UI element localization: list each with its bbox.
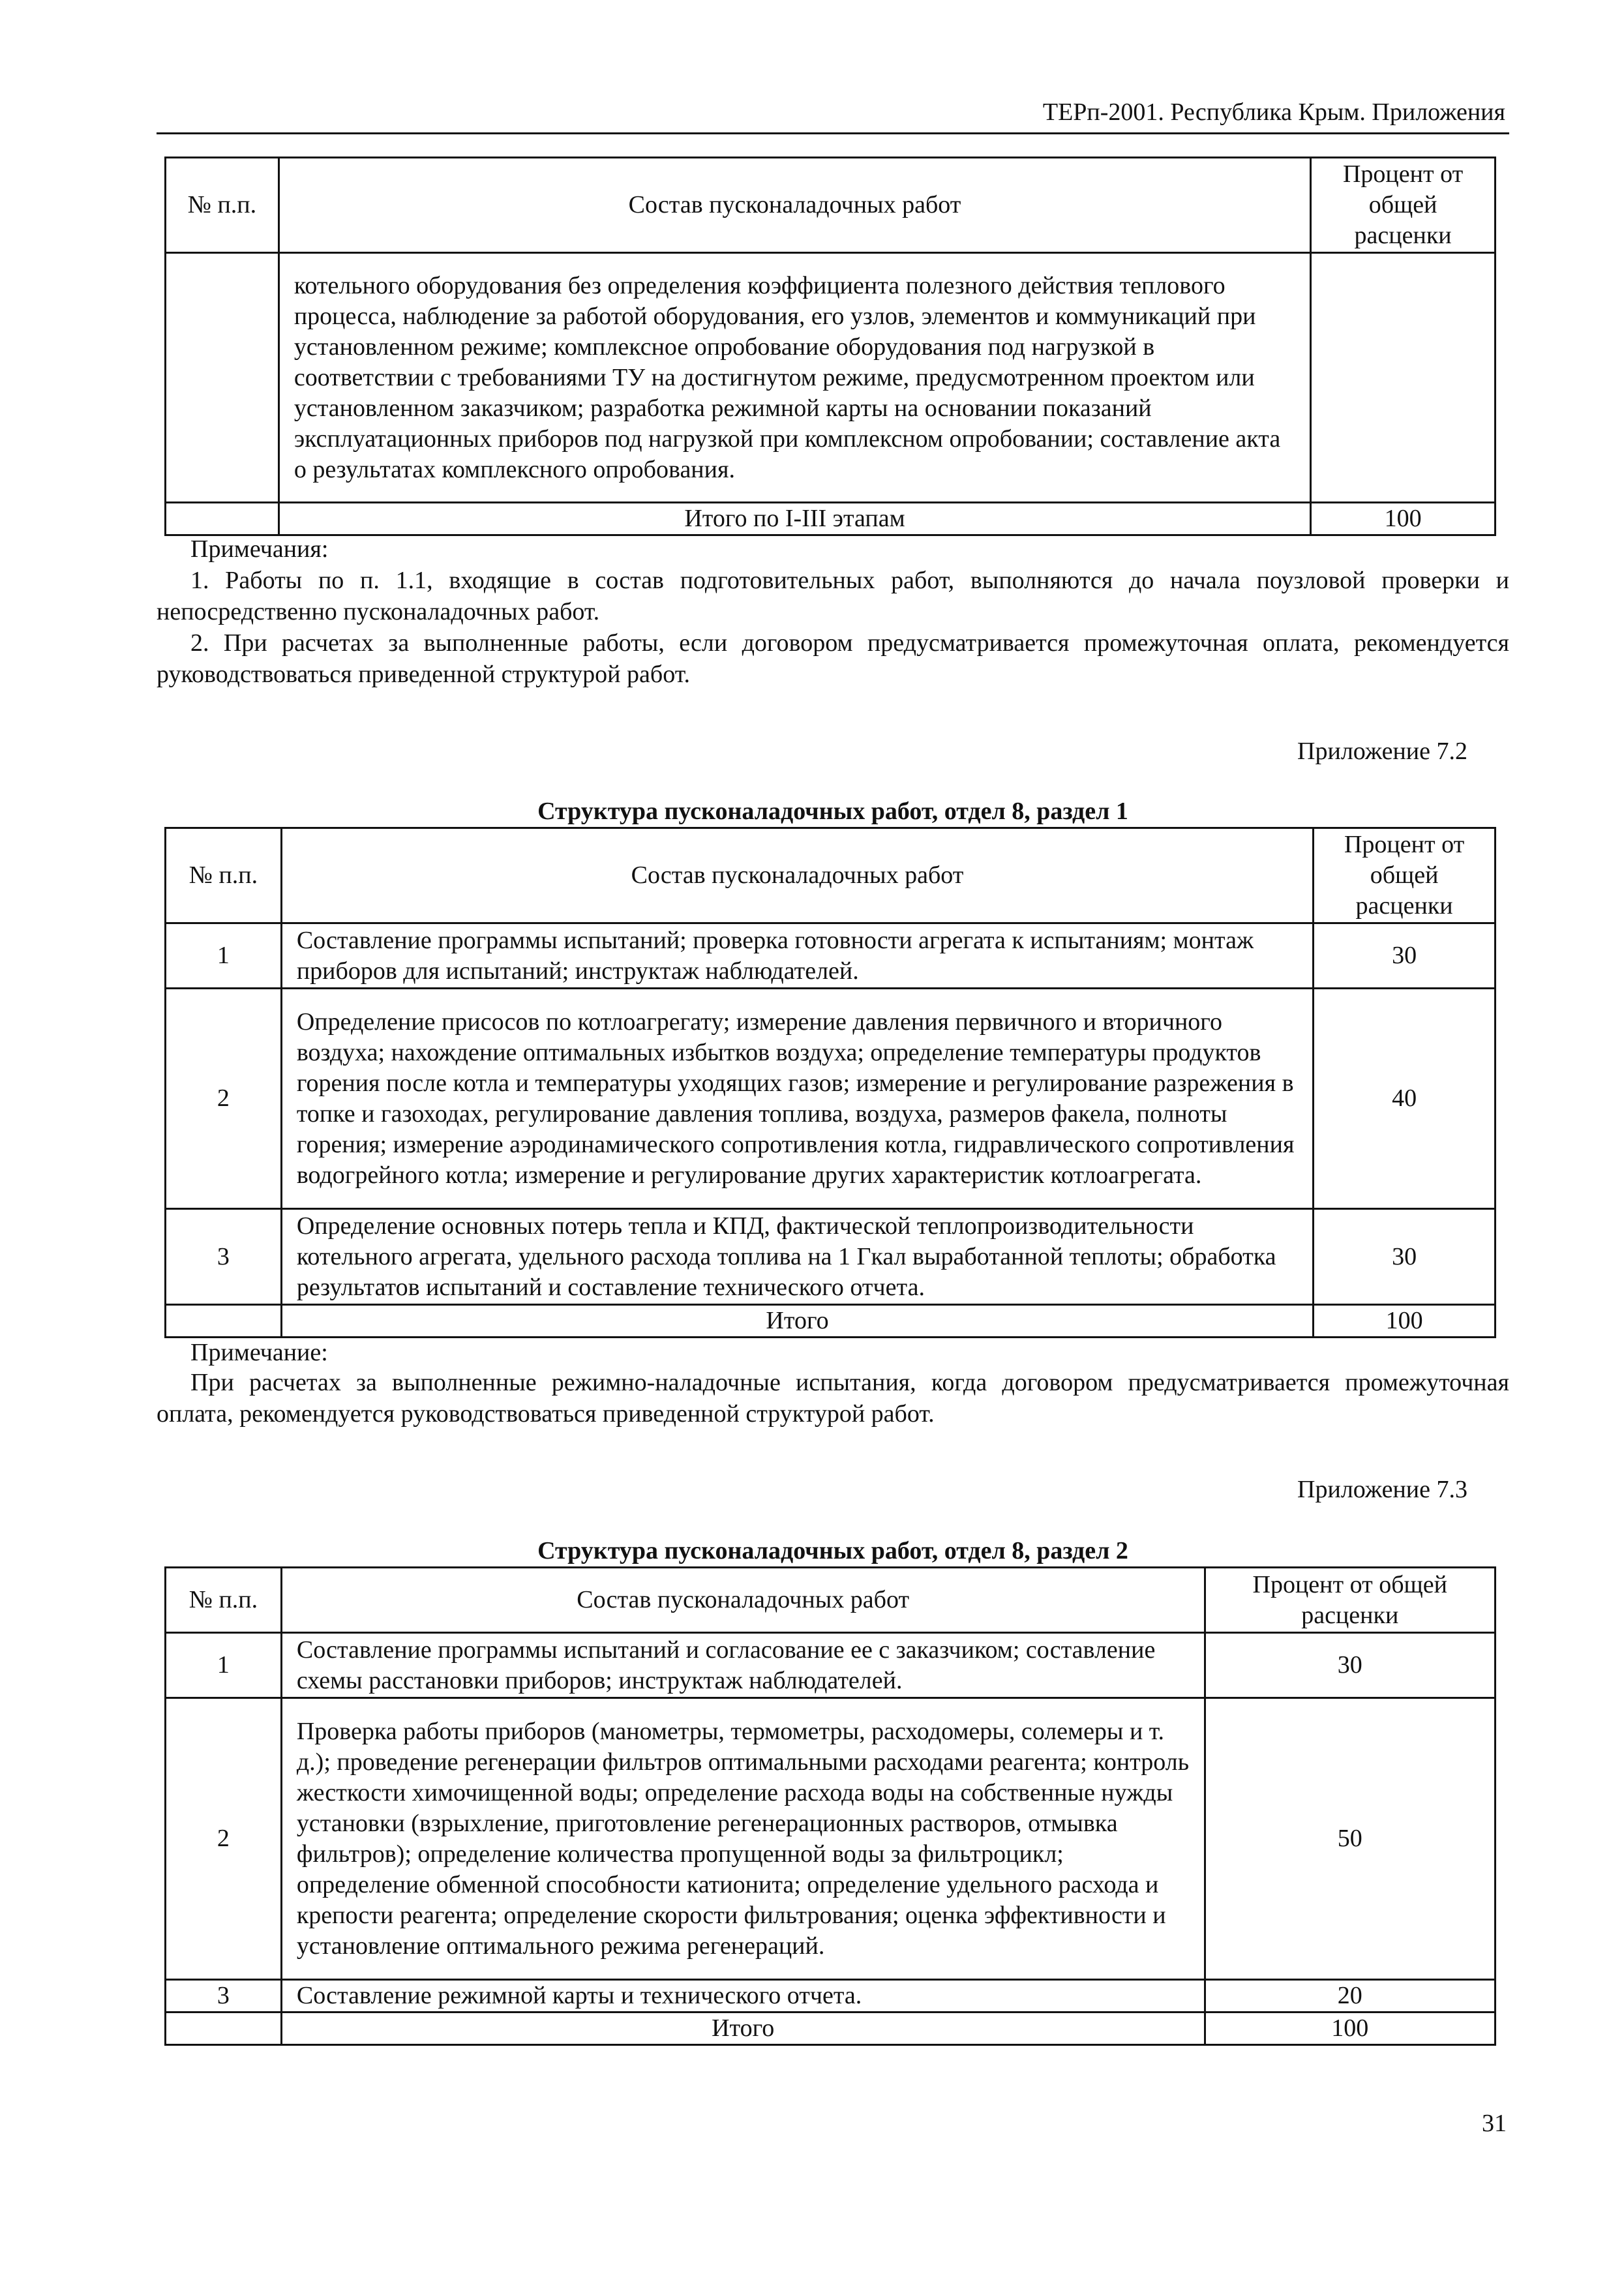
- row-num: 2: [166, 1698, 282, 1980]
- total-num-cell: [166, 2012, 282, 2045]
- row-text-cell: котельного оборудования без определения коэффициента полезного действия теплового процесса, наблюдение за работой оборудования, его узлов, элементов и коммуникаций при установленном режиме; комплексное опробование оборудования под нагрузкой в соответствии с требованиями ТУ на достигнутом режиме, предусмотренном проектом или установленном заказчиком; разработка режимной карты на основании показаний эксплуатационных приборов под нагрузкой при комплексном опробовании; составление акта о результатах комплексного опробования.: [278, 253, 1310, 503]
- row-num: 1: [166, 1633, 282, 1698]
- table-continued: [164, 157, 1496, 536]
- header-rule: [157, 132, 1509, 134]
- total-num-cell: [166, 503, 279, 535]
- table-total-row: [166, 503, 1496, 535]
- running-header: ТЕРп-2001. Республика Крым. Приложения: [1042, 98, 1505, 126]
- table-header-row: [166, 158, 1496, 253]
- row-percent: 30: [1314, 1209, 1496, 1305]
- col-header-percent: Процент от общей расценки: [1314, 828, 1496, 923]
- col-header-content: Состав пусконаладочных работ: [281, 828, 1313, 923]
- total-num-cell: [166, 1305, 282, 1338]
- col-header-percent: Процент от общей расценки: [1311, 158, 1496, 253]
- page-number: 31: [1482, 2110, 1507, 2137]
- table-row: [166, 1698, 1496, 1980]
- table-caption: Структура пусконаладочных работ, отдел 8, раздел 1: [537, 798, 1128, 825]
- table-header-row: [166, 1568, 1496, 1633]
- note-item: 2. При расчетах за выполненные работы, если договором предусматривается промежуточная оплата, рекомендуется руководствоваться приведенной структурой работ.: [157, 629, 1509, 688]
- col-header-content: Состав пусконаладочных работ: [281, 1568, 1205, 1633]
- row-num: 3: [166, 1209, 282, 1305]
- row-text: Определение основных потерь тепла и КПД, фактической теплопроизводительности котельного агрегата, удельного расхода топлива на 1 Гкал выработанной теплоты; обработка результатов испытаний и составление технического отчета.: [281, 1209, 1313, 1305]
- row-num: 3: [166, 1980, 282, 2012]
- total-label: Итого: [281, 1305, 1313, 1338]
- total-value: 100: [1311, 503, 1496, 535]
- table-row: [166, 1209, 1496, 1305]
- note-item: 1. Работы по п. 1.1, входящие в состав подготовительных работ, выполняются до начала поузловой проверки и непосредственно пусконаладочных работ.: [157, 567, 1509, 625]
- row-text: Определение присосов по котлоагрегату; измерение давления первичного и вторичного воздуха; нахождение оптимальных избытков воздуха; определение температуры продуктов горения после котла и температуры уходящих газов; измерение и регулирование разрежения в топке и газоходах, регулирование давления топлива, воздуха, размеров факела, полноты горения; измерение аэродинамического сопротивления котла, гидравлического сопротивления водогрейного котла; измерение и регулирование других характеристик котлоагрегата.: [281, 989, 1313, 1209]
- row-text: Составление программы испытаний; проверка готовности агрегата к испытаниям; монтаж приборов для испытаний; инструктаж наблюдателей.: [281, 923, 1313, 989]
- total-label: Итого: [281, 2012, 1205, 2045]
- col-header-num: № п.п.: [166, 1568, 282, 1633]
- note-title: Примечание:: [190, 1339, 328, 1366]
- table-row: [166, 923, 1496, 989]
- table-row: [166, 253, 1496, 503]
- table-appendix-7-3: [164, 1566, 1496, 2046]
- table-appendix-7-2: [164, 827, 1496, 1338]
- col-header-percent: Процент от общей расценки: [1205, 1568, 1495, 1633]
- note-text: При расчетах за выполненные режимно-наладочные испытания, когда договором предусматривается промежуточная оплата, рекомендуется руководствоваться приведенной структурой работ.: [157, 1369, 1509, 1428]
- row-percent: 50: [1205, 1698, 1495, 1980]
- appendix-label: Приложение 7.3: [1297, 1476, 1467, 1503]
- row-text: Проверка работы приборов (манометры, термометры, расходомеры, солемеры и т. д.); проведение регенерации фильтров оптимальными расходами реагента; контроль жесткости химочищенной воды; определение расхода воды на собственные нужды установки (взрыхление, приготовление регенерационных растворов, отмывка фильтров); определение количества пропущенной воды за фильтроцикл; определение обменной способности катионита; определение удельного расхода и крепости реагента; определение скорости фильтрования; оценка эффективности и установление оптимального режима регенераций.: [281, 1698, 1205, 1980]
- row-percent: 40: [1314, 989, 1496, 1209]
- total-label: Итого по I-III этапам: [278, 503, 1310, 535]
- total-value: 100: [1205, 2012, 1495, 2045]
- row-percent: 20: [1205, 1980, 1495, 2012]
- appendix-label: Приложение 7.2: [1297, 738, 1467, 765]
- table-caption: Структура пусконаладочных работ, отдел 8, раздел 2: [537, 1537, 1128, 1564]
- row-percent-cell: [1311, 253, 1496, 503]
- row-num: 1: [166, 923, 282, 989]
- row-num-cell: [166, 253, 279, 503]
- table-header-row: [166, 828, 1496, 923]
- table-row: [166, 1980, 1496, 2012]
- col-header-num: № п.п.: [166, 158, 279, 253]
- row-percent: 30: [1314, 923, 1496, 989]
- notes-title: Примечания:: [190, 535, 329, 563]
- row-text: Составление режимной карты и технического отчета.: [281, 1980, 1205, 2012]
- row-text: Составление программы испытаний и согласование ее с заказчиком; составление схемы расстановки приборов; инструктаж наблюдателей.: [281, 1633, 1205, 1698]
- table-row: [166, 1633, 1496, 1698]
- total-value: 100: [1314, 1305, 1496, 1338]
- table-total-row: [166, 2012, 1496, 2045]
- row-percent: 30: [1205, 1633, 1495, 1698]
- col-header-num: № п.п.: [166, 828, 282, 923]
- table-total-row: [166, 1305, 1496, 1338]
- col-header-content: Состав пусконаладочных работ: [278, 158, 1310, 253]
- row-num: 2: [166, 989, 282, 1209]
- table-row: [166, 989, 1496, 1209]
